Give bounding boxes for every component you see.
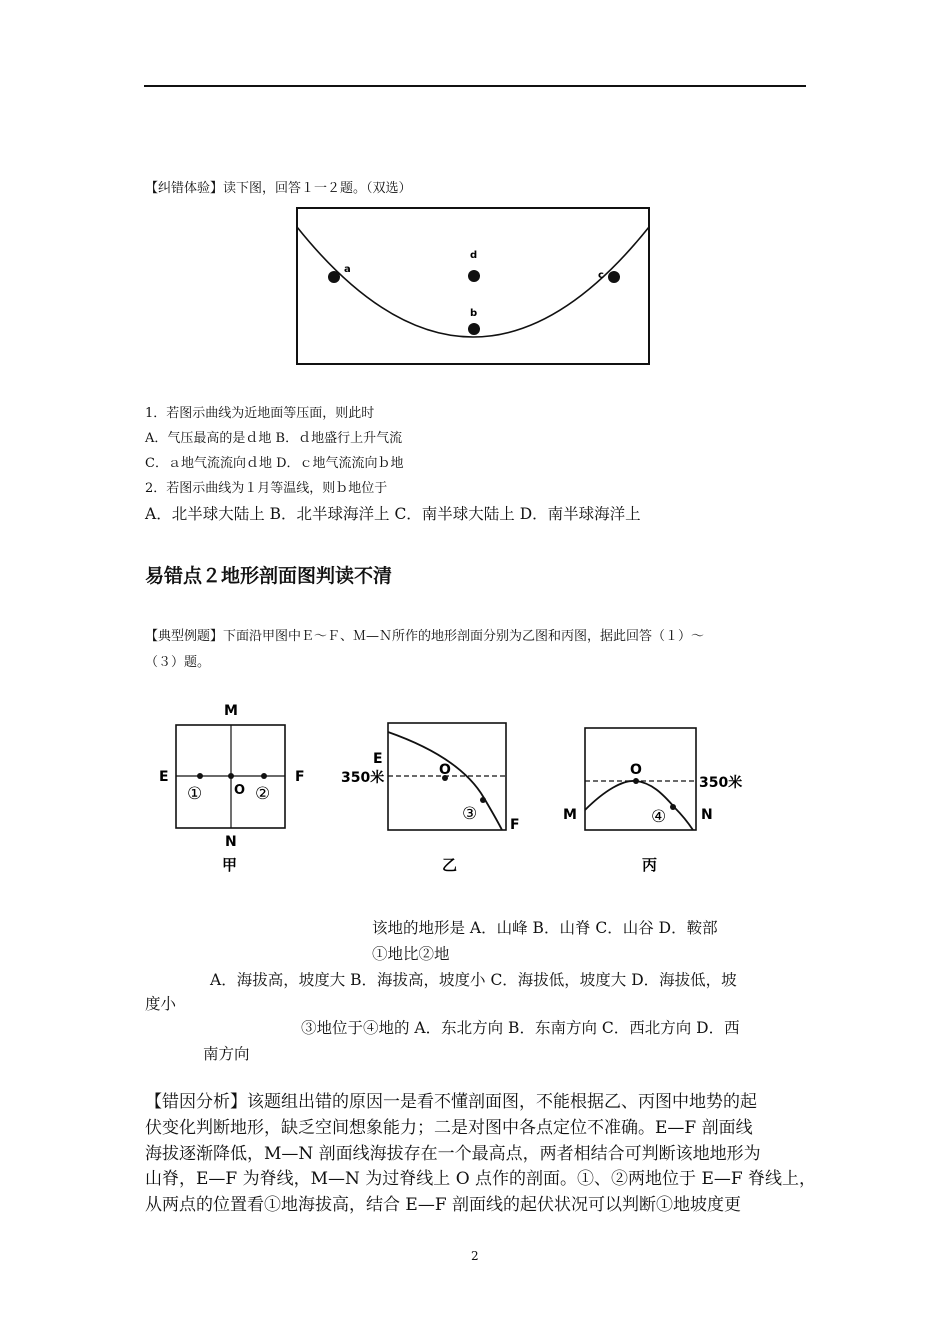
example-intro-line2: （３）题。 xyxy=(145,655,211,670)
jia-label-F: F xyxy=(295,769,305,785)
yi-label-O: O xyxy=(439,762,451,778)
bing-caption: 丙 xyxy=(642,856,658,874)
bing-label-N: N xyxy=(701,807,713,823)
question-1-options-cd: C．ａ地气流流向ｄ地 D．ｃ地气流流向ｂ地 xyxy=(145,456,404,471)
terrain-figures xyxy=(145,690,755,890)
analysis-line-4: 山脊，E—F 为脊线，M—N 为过脊线上 O 点作的剖面。①、②两地位于 E—F 脊线上， xyxy=(145,1169,817,1189)
jia-label-2: ② xyxy=(255,784,271,804)
example-question-2-options-cont: 度小 xyxy=(145,995,177,1013)
point-c xyxy=(608,271,620,283)
example-question-3-cont: 南方向 xyxy=(203,1045,250,1063)
analysis-line-3: 海拔逐渐降低，M—N 剖面线海拔存在一个最高点，两者相结合可判断该地地形为 xyxy=(145,1144,761,1164)
point-b xyxy=(468,323,480,335)
page-number: 2 xyxy=(471,1249,479,1263)
point-d xyxy=(468,270,480,282)
figure-bing xyxy=(563,728,742,874)
jia-label-E: E xyxy=(159,769,169,785)
question-2: 2．若图示曲线为１月等温线，则ｂ地位于 xyxy=(145,481,388,496)
bing-label-4: ④ xyxy=(651,807,667,827)
bing-label-O: O xyxy=(630,762,642,778)
jia-label-1: ① xyxy=(187,784,203,804)
question-1-options-ab: A．气压最高的是ｄ地 B．ｄ地盛行上升气流 xyxy=(145,431,403,446)
figure-yi xyxy=(341,723,520,874)
isobar-figure xyxy=(296,207,650,365)
point-a xyxy=(328,271,340,283)
bing-label-350: 350米 xyxy=(699,775,743,791)
jia-caption: 甲 xyxy=(222,856,238,874)
header-rule xyxy=(144,85,806,87)
analysis-line-2: 伏变化判断地形，缺乏空间想象能力；二是对图中各点定位不准确。E—F 剖面线 xyxy=(145,1118,753,1138)
example-question-2-options: A．海拔高，坡度大 B．海拔高，坡度小 C．海拔低，坡度大 D．海拔低，坡 xyxy=(210,971,737,989)
example-question-2: ①地比②地 xyxy=(372,945,450,963)
label-b: b xyxy=(470,308,478,319)
yi-label-350: 350米 xyxy=(341,770,385,786)
question-1: 1．若图示曲线为近地面等压面，则此时 xyxy=(145,406,375,421)
isobar-curve xyxy=(297,227,649,337)
jia-label-N: N xyxy=(225,834,237,850)
yi-label-F: F xyxy=(510,817,520,833)
jia-label-M: M xyxy=(224,703,238,719)
jia-label-O: O xyxy=(234,783,246,798)
example-question-1: 该地的地形是 A．山峰 B．山脊 C．山谷 D．鞍部 xyxy=(372,919,718,937)
bing-label-M: M xyxy=(563,807,577,823)
label-d: d xyxy=(470,250,478,261)
example-question-3: ③地位于④地的 A．东北方向 B．东南方向 C．西北方向 D．西 xyxy=(301,1019,740,1037)
figure-jia xyxy=(159,703,305,874)
label-a: a xyxy=(344,264,351,275)
yi-label-E: E xyxy=(373,751,383,767)
example-intro-line1: 【典型例题】下面沿甲图中Ｅ～Ｆ、Ｍ—Ｎ所作的地形剖面分别为乙图和丙图，据此回答（１）～ xyxy=(145,629,705,644)
exercise-intro: 【纠错体验】读下图，回答１一２题。（双选） xyxy=(145,181,412,196)
yi-caption: 乙 xyxy=(442,856,458,874)
yi-label-3: ③ xyxy=(462,804,478,824)
question-2-options: A．北半球大陆上 B．北半球海洋上 C．南半球大陆上 D．南半球海洋上 xyxy=(145,505,641,523)
label-c: c xyxy=(598,270,604,281)
analysis-line-5: 从两点的位置看①地海拔高，结合 E—F 剖面线的起伏状况可以判断①地坡度更 xyxy=(145,1195,742,1215)
figure-frame xyxy=(297,208,649,364)
section-heading: 易错点２地形剖面图判读不清 xyxy=(145,565,393,587)
analysis-line-1: 【错因分析】该题组出错的原因一是看不懂剖面图，不能根据乙、丙图中地势的起 xyxy=(145,1092,757,1112)
